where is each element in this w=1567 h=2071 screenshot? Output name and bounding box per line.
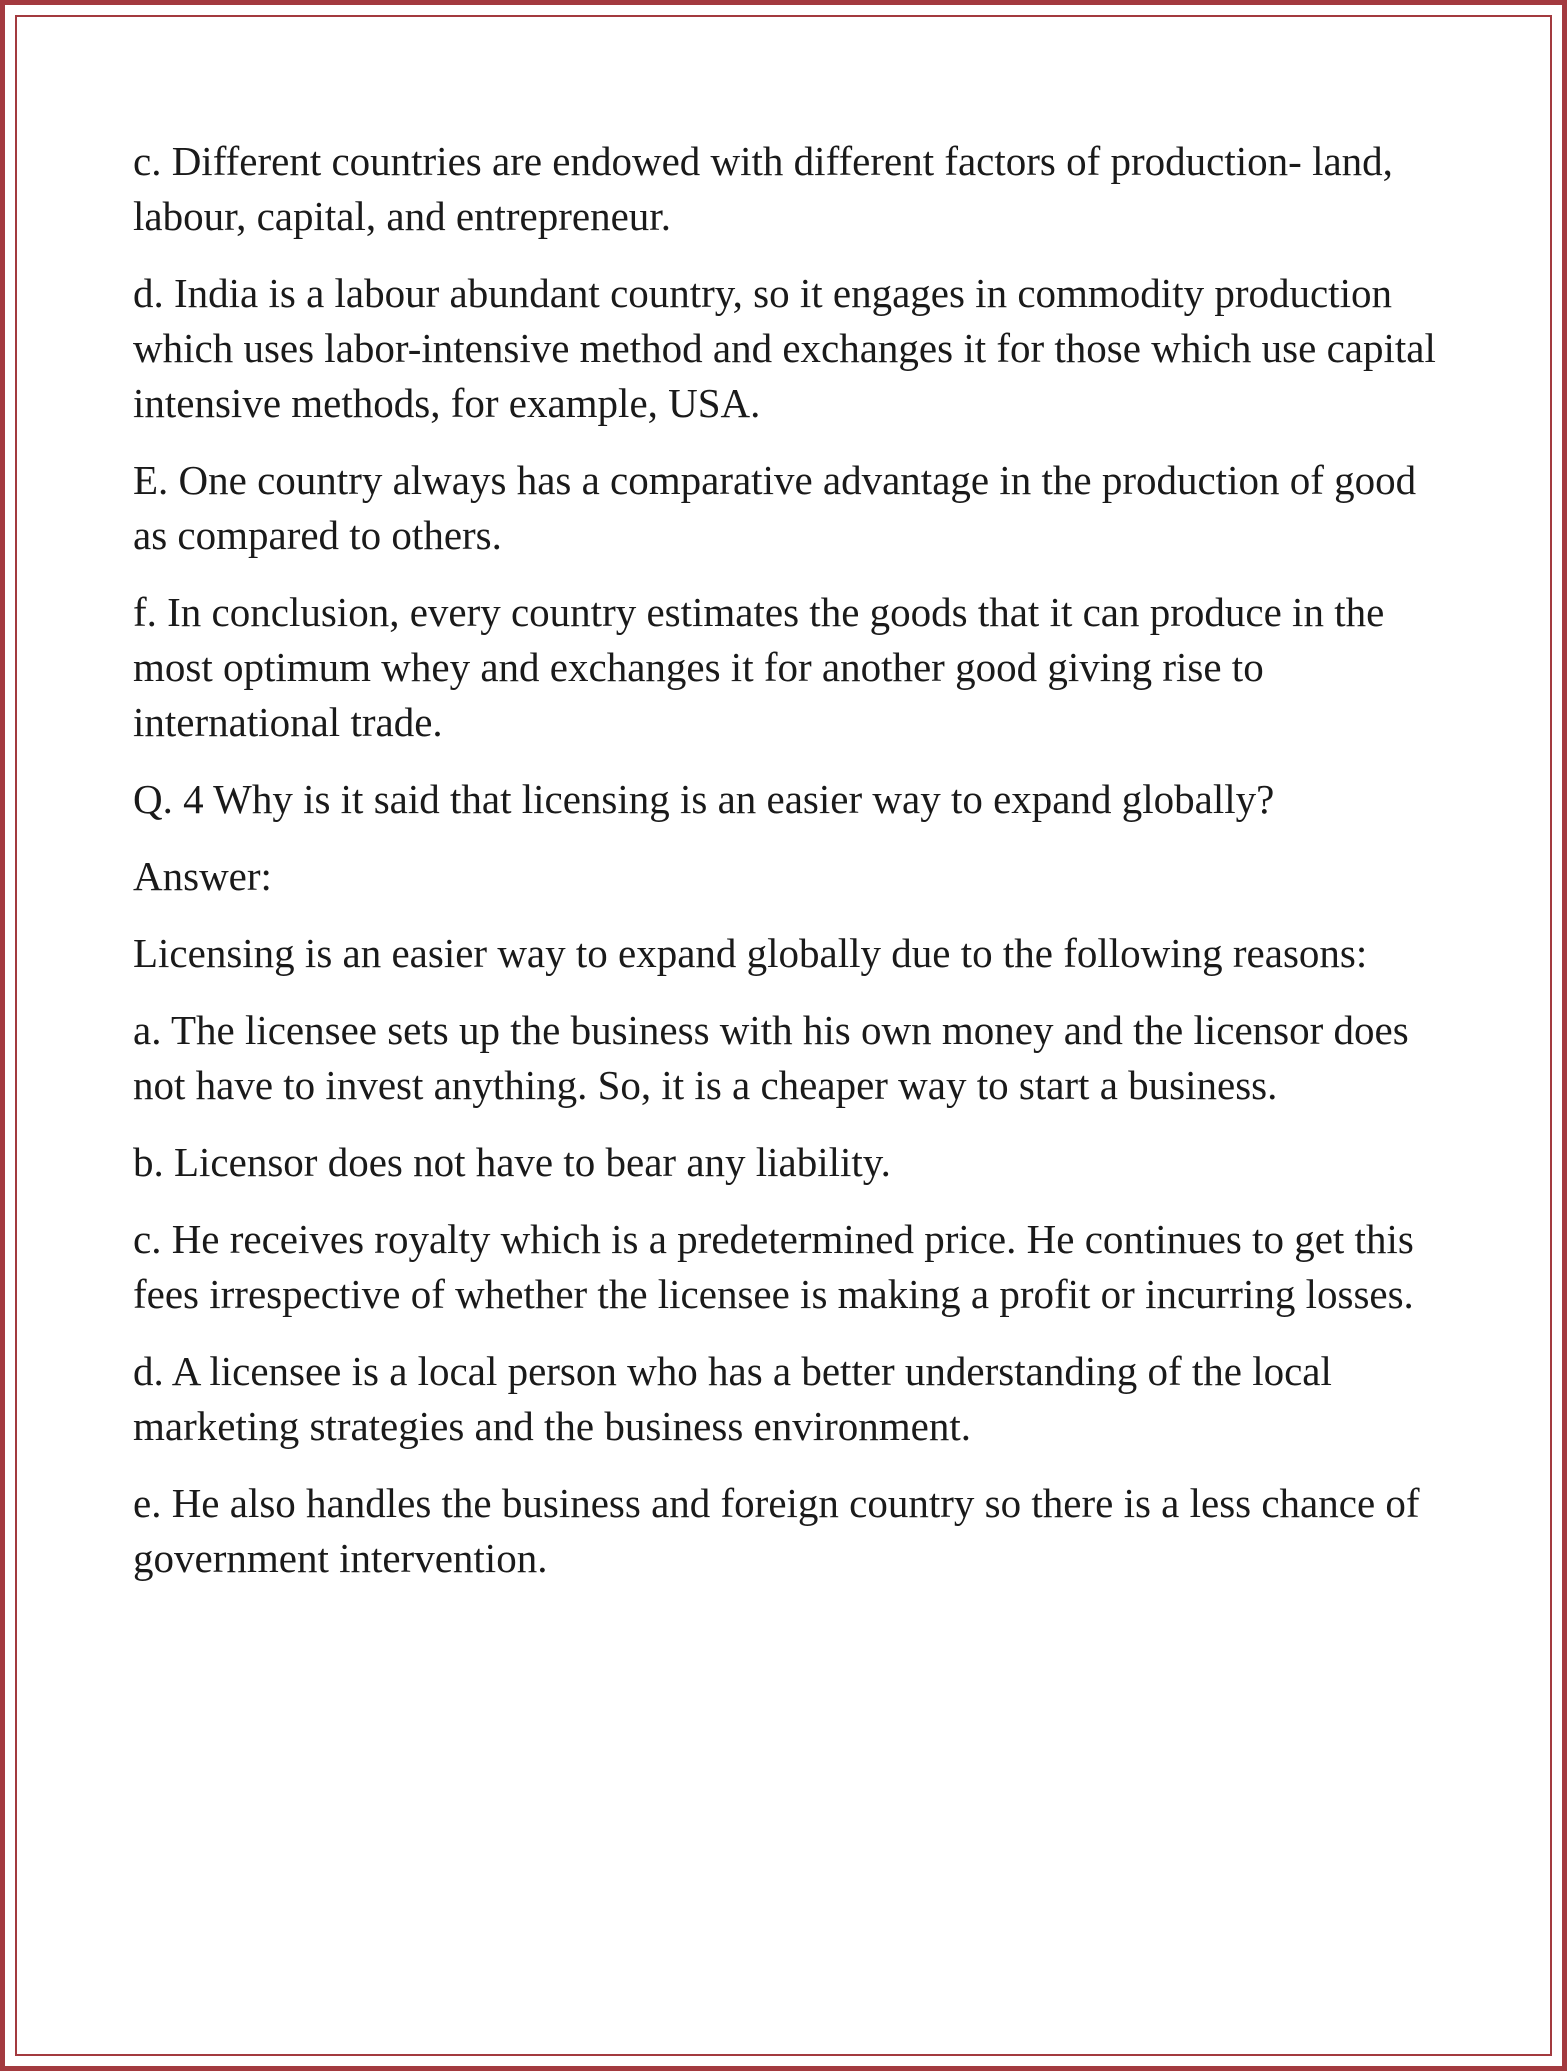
reason-a: a. The licensee sets up the business with his own money and the licensor does not have to invest anything. So, it is a cheaper way to start a business. [133,1007,1409,1108]
reason-c: c. He receives royalty which is a predetermined price. He continues to get this fees irrespective of whether the licensee is making a profit or incurring losses. [133,1216,1414,1317]
reason-b: b. Licensor does not have to bear any liability. [133,1139,891,1185]
reason-d: d. A licensee is a local person who has a better understanding of the local marketing strategies and the business environment. [133,1348,1332,1449]
point-d-india-labour-abundant: d. India is a labour abundant country, so it engages in commodity production which uses labor-intensive method and exchanges it for those which use capital intensive methods, for example, USA. [133,270,1436,426]
answer-intro: Licensing is an easier way to expand globally due to the following reasons: [133,930,1368,976]
point-f-conclusion: f. In conclusion, every country estimates the goods that it can produce in the most optimum whey and exchanges it for another good giving rise to international trade. [133,589,1385,745]
reason-e: e. He also handles the business and foreign country so there is a less chance of government intervention. [133,1480,1420,1581]
document-body [133,134,1453,1608]
point-c-factors-of-production: c. Different countries are endowed with different factors of production- land, labour, capital, and entrepreneur. [133,138,1393,239]
answer-label: Answer: [133,853,272,899]
point-e-comparative-advantage: E. One country always has a comparative advantage in the production of good as compared to others. [133,457,1417,558]
question-4: Q. 4 Why is it said that licensing is an easier way to expand globally? [133,776,1275,822]
